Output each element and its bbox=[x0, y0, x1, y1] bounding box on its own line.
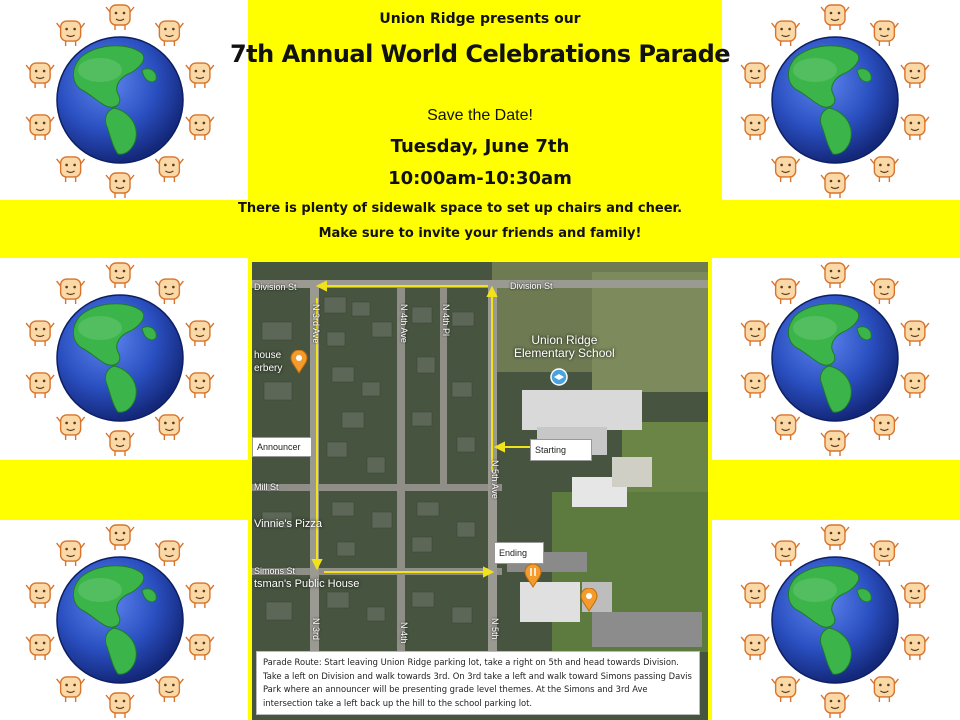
street-label-division-left: Division St bbox=[254, 282, 297, 292]
street-label-division-right: Division St bbox=[510, 281, 553, 291]
globe-with-children-icon bbox=[730, 258, 940, 458]
street-label-mill: Mill St bbox=[254, 482, 279, 492]
event-title: 7th Annual World Celebrations Parade bbox=[229, 40, 731, 68]
street-label-5th-ave: N 5th Ave bbox=[490, 460, 500, 499]
street-label-simons: Simons St bbox=[254, 566, 296, 576]
ending-callout: Ending bbox=[494, 542, 544, 564]
restaurant-pin-icon bbox=[524, 564, 542, 588]
globe-with-children-icon bbox=[730, 520, 940, 720]
event-time: 10:00am-10:30am bbox=[388, 168, 572, 189]
map-pin-icon bbox=[580, 588, 598, 612]
street-label-4th-bottom: N 4th bbox=[399, 622, 409, 644]
map-frame bbox=[248, 258, 712, 720]
starting-callout: Starting bbox=[530, 439, 592, 461]
pub-label: tsman's Public House bbox=[254, 578, 360, 590]
globe-with-children-icon bbox=[15, 258, 225, 458]
invite-note: Make sure to invite your friends and family! bbox=[318, 226, 642, 241]
school-label: Union Ridge Elementary School bbox=[514, 333, 615, 360]
globe-with-children-icon bbox=[15, 520, 225, 720]
map-pin-icon bbox=[290, 350, 308, 374]
pizza-label: Vinnie's Pizza bbox=[254, 518, 322, 530]
announcer-callout: Announcer bbox=[252, 437, 312, 457]
save-the-date: Save the Date! bbox=[427, 107, 533, 124]
parade-route-description: Parade Route: Start leaving Union Ridge parking lot, take a right on 5th and head towards Division. Take a left on Division and walk towards 3rd. On 3rd take a left and walk toward Simons passing Davis Park where an announcer will be presenting grade level themes. At the Simons and 3rd Ave intersection take a left back up the hill to the school parking lot. bbox=[256, 651, 700, 715]
parade-route-map bbox=[252, 262, 708, 720]
erbery-label: erbery bbox=[254, 363, 283, 374]
school-pin-icon bbox=[550, 368, 568, 390]
street-label-3rd-bottom: N 3rd bbox=[311, 618, 321, 641]
house-label: house bbox=[254, 350, 282, 361]
event-date: Tuesday, June 7th bbox=[390, 136, 570, 157]
street-label-4th-pl: N 4th Pl bbox=[441, 304, 451, 337]
street-label-3rd-ave: N 3rd Ave bbox=[311, 304, 321, 344]
street-label-5th-bottom: N 5th bbox=[490, 618, 500, 640]
presenter-line: Union Ridge presents our bbox=[379, 11, 581, 27]
sidewalk-note: There is plenty of sidewalk space to set up chairs and cheer. bbox=[237, 201, 683, 216]
street-label-4th-ave: N 4th Ave bbox=[399, 304, 409, 343]
